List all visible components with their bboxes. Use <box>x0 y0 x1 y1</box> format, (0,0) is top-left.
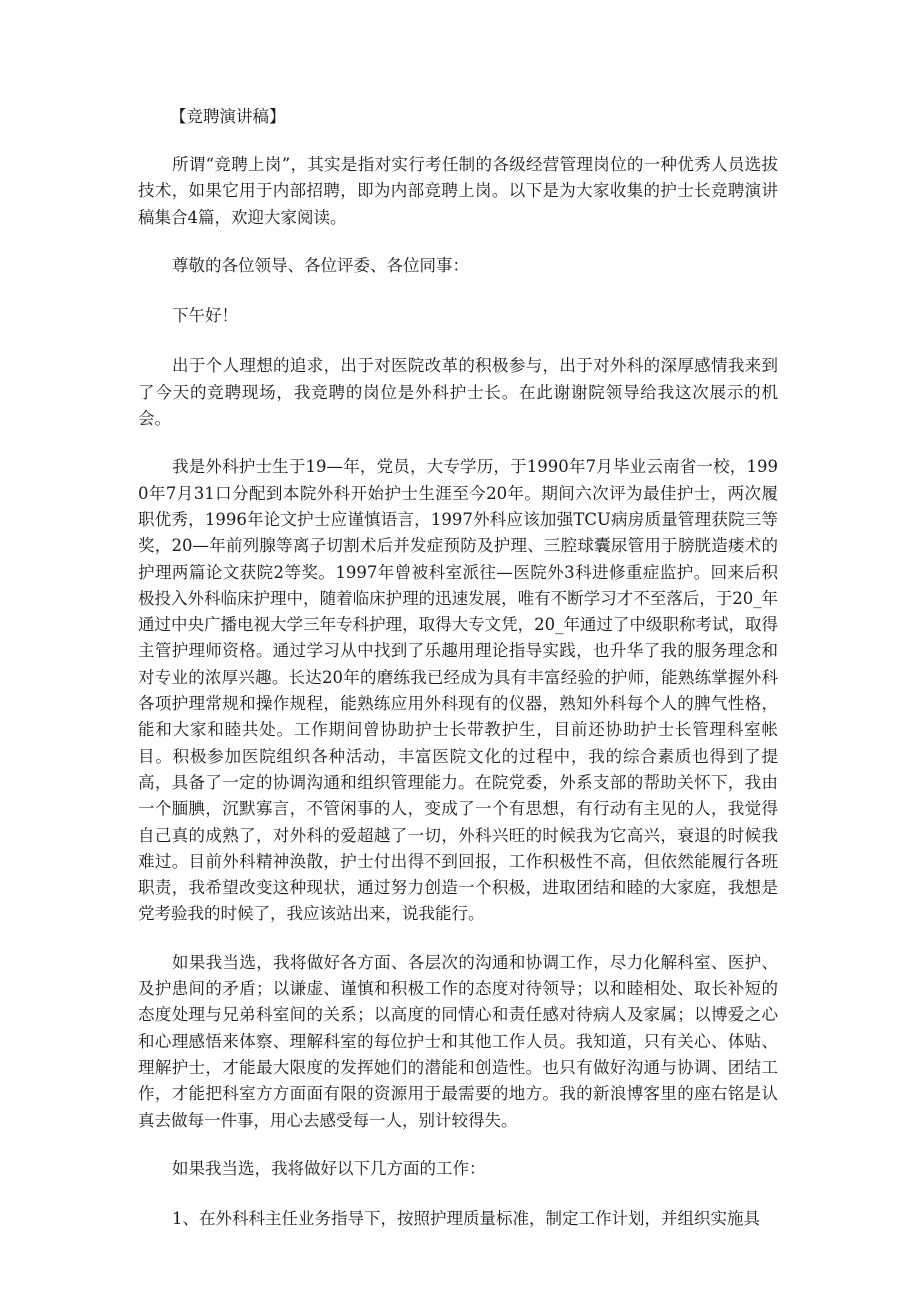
paragraph-intro: 所谓“竞聘上岗”，其实是指对实行考任制的各级经营管理岗位的一种优秀人员选拔技术，如果它用于内部招聘，即为内部竞聘上岗。以下是为大家收集的护士长竞聘演讲稿集合4篇，欢迎大家阅读。 <box>138 155 778 227</box>
paragraph-salutation: 尊敬的各位领导、各位评委、各位同事： <box>172 255 469 275</box>
paragraph-background: 我是外科护士生于19—年，党员，大专学历，于1990年7月毕业云南省一校，1990年7月31口分配到本院外科开始护士生涯至今20年。期间六次评为最佳护士，两次履职优秀，1996年论文护士应谨慎语言，1997外科应该加强TCU病房质量管理获院三等奖，20—年前列腺等离子切割术后并发症预防及护理、三腔球囊尿管用于膀胱造瘘术的护理两篇论文获院2等奖。1997年曾被科室派往—医院外3科进修重症监护。回来后积极投入外科临床护理中，随着临床护理的迅速发展，唯有不断学习才不至落后，于20_年通过中央广播电视大学三年专科护理，取得大专文凭，20_年通过了中级职称考试，取得主管护理师资格。通过学习从中找到了乐趣用理论指导实践，也升华了我的服务理念和对专业的浓厚兴趣。长达20年的磨练我已经成为具有丰富经验的护师，能熟练掌握外科各项护理常规和操作规程，能熟练应用外科现有的仪器，熟知外科每个人的脾气性格，能和大家和睦共处。工作期间曾协助护士长带教护生，目前还协助护士长管理科室帐目。积极参加医院组织各种活动，丰富医院文化的过程中，我的综合素质也得到了提高，具备了一定的协调沟通和组织管理能力。在院党委，外系支部的帮助关怀下，我由一个腼腆，沉默寡言，不管闲事的人，变成了一个有思想，有行动有主见的人，我觉得自己真的成熟了，对外科的爱超越了一切，外科兴旺的时候我为它高兴，衰退的时候我难过。目前外科精神涣散，护士付出得不到回报，工作积极性不高，但依然能履行各班职责，我希望改变这种现状，通过努力创造一个积极，进取团结和睦的大家庭，我想是党考验我的时候了，我应该站出来，说我能行。 <box>138 457 778 924</box>
paragraph-plan-intro: 如果我当选，我将做好以下几方面的工作： <box>172 1158 486 1178</box>
paragraph-motivation: 出于个人理想的追求，出于对医院改革的积极参与，出于对外科的深厚感情我来到了今天的竞聘现场，我竞聘的岗位是外科护士长。在此谢谢院领导给我这次展示的机会。 <box>138 356 778 429</box>
paragraph-plan-item-1: 1、在外科科主任业务指导下，按照护理质量标准，制定工作计划，并组织实施具 <box>172 1209 760 1229</box>
document-body <box>138 104 778 1232</box>
document-heading: 【竞聘演讲稿】 <box>170 107 286 126</box>
paragraph-commitment: 如果我当选，我将做好各方面、各层次的沟通和协调工作，尽力化解科室、医护、及护患间的矛盾；以谦虚、谨慎和积极工作的态度对待领导；以和睦相处、取长补短的态度处理与兄弟科室间的关系；以高度的同情心和责任感对待病人及家属；以博爱之心和心理感悟来体察、理解科室的每位护士和其他工作人员。我知道，只有关心、体贴、理解护士，才能最大限度的发挥她们的潜能和创造性。也只有做好沟通与协调、团结工作，才能把科室方方面面有限的资源用于最需要的地方。我的新浪博客里的座右铭是认真去做每一件事，用心去感受每一人，别计较得失。 <box>138 952 778 1130</box>
paragraph-greeting: 下午好！ <box>172 306 238 326</box>
